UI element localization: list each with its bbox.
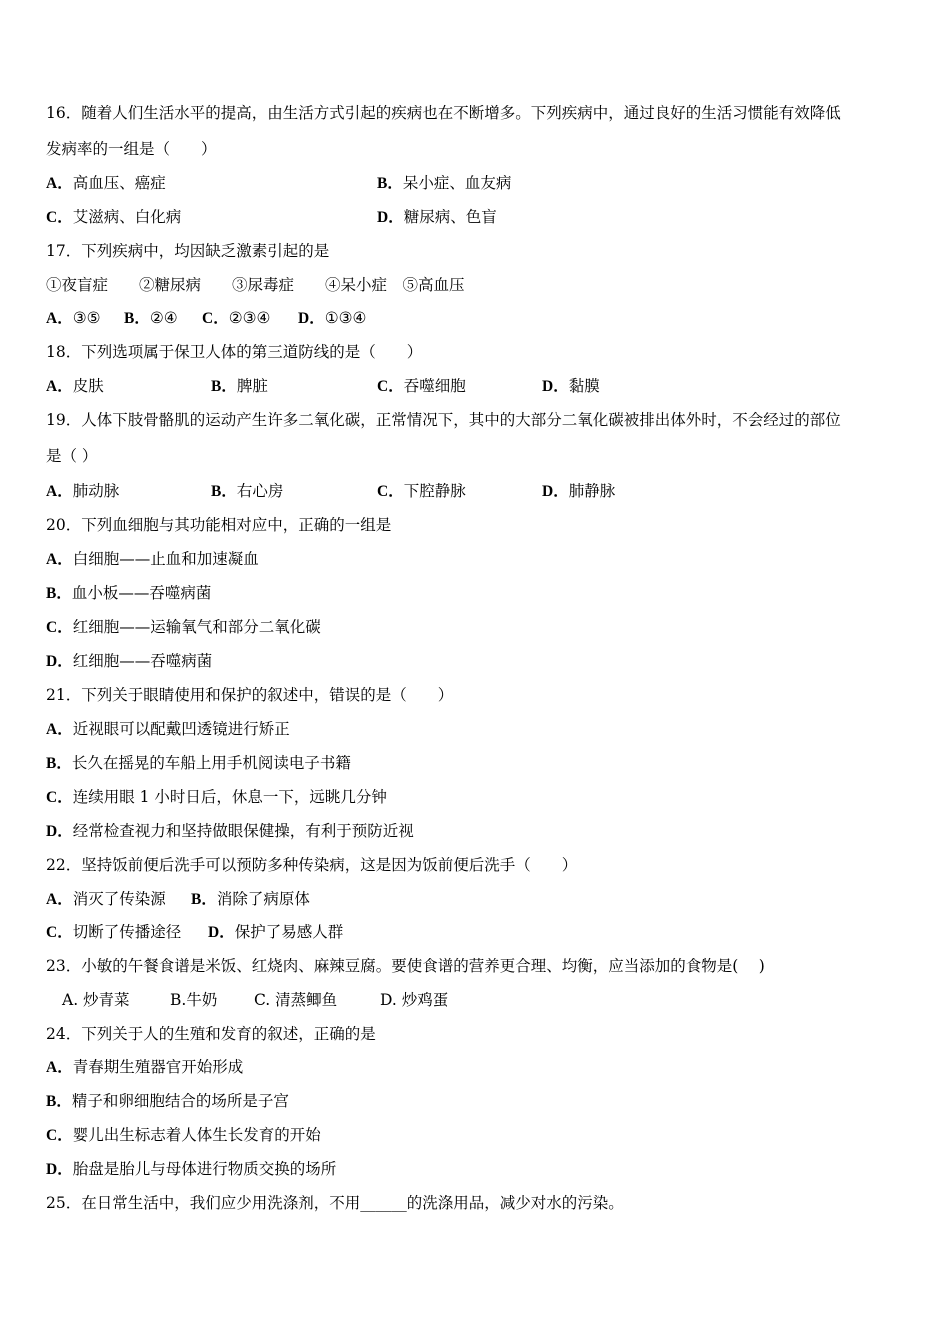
q17-option-b-label: B． <box>124 310 150 327</box>
q24-option-d-text: 胎盘是胎儿与母体进行物质交换的场所 <box>72 1160 337 1178</box>
q23-option-d: D. 炒鸡蛋 <box>380 991 449 1009</box>
q18-option-d-label: D． <box>542 378 569 395</box>
q17-option-a <box>46 308 101 329</box>
q17-option-b <box>124 308 178 329</box>
q24-option-a-label: A． <box>46 1059 73 1076</box>
q21-option-c-text: 连续用眼 1 小时日后，休息一下，远眺几分钟 <box>72 788 387 806</box>
q21-stem: 21．下列关于眼睛使用和保护的叙述中，错误的是（ ） <box>46 686 454 704</box>
q22-option-c-label: C． <box>46 924 73 941</box>
q24-option-d-label: D． <box>46 1161 73 1178</box>
q21-option-c <box>46 787 387 808</box>
q21-option-b-label: B． <box>46 755 72 772</box>
q24-option-b-text: 精子和卵细胞结合的场所是子宫 <box>71 1092 289 1110</box>
q16-option-d-label: D． <box>377 209 404 226</box>
q20-option-b-text: 血小板——吞噬病菌 <box>71 584 212 602</box>
q16-option-b-label: B． <box>377 175 403 192</box>
q24-option-a-text: 青春期生殖器官开始形成 <box>72 1058 244 1076</box>
q21-option-a-text: 近视眼可以配戴凹透镜进行矫正 <box>72 720 290 738</box>
q17-items: ①夜盲症 ②糖尿病 ③尿毒症 ④呆小症 ⑤高血压 <box>46 276 465 294</box>
q16-option-a-label: A． <box>46 175 73 192</box>
q21-option-a <box>46 719 290 740</box>
q20-option-d-label: D． <box>46 653 73 670</box>
q19-option-c-label: C． <box>377 483 404 500</box>
q22-option-a <box>46 889 166 910</box>
q20-option-a-text: 白细胞——止血和加速凝血 <box>72 550 259 568</box>
q17-option-c <box>202 308 270 329</box>
q24-option-b-label: B． <box>46 1093 72 1110</box>
q24-option-c-label: C． <box>46 1127 73 1144</box>
q23-option-c: C. 清蒸鲫鱼 <box>254 991 338 1009</box>
q24-option-a <box>46 1057 243 1078</box>
q19-option-a-label: A． <box>46 483 73 500</box>
q22-option-b-label: B． <box>191 891 217 908</box>
q20-option-d-text: 红细胞——吞噬病菌 <box>72 652 213 670</box>
q23-stem: 23．小敏的午餐食谱是米饭、红烧肉、麻辣豆腐。要使食谱的营养更合理、均衡，应当添加的食物是( ) <box>46 957 765 975</box>
q24-option-d <box>46 1159 336 1180</box>
q21-option-b <box>46 753 351 774</box>
q19-stem-line1: 19．人体下肢骨骼肌的运动产生许多二氧化碳，正常情况下，其中的大部分二氧化碳被排出体外时，不会经过的部位 <box>46 411 841 429</box>
q22-option-a-label: A． <box>46 891 73 908</box>
q18-option-a <box>46 376 104 397</box>
q18-option-a-label: A． <box>46 378 73 395</box>
q21-option-d <box>46 821 414 842</box>
q23-option-b: B.牛奶 <box>170 991 218 1009</box>
q19-option-b <box>211 481 283 502</box>
q19-stem-line2: 是（ ） <box>46 447 98 465</box>
q17-option-c-text: ②③④ <box>228 309 271 327</box>
q18-option-c <box>377 376 466 397</box>
q20-option-b-label: B． <box>46 585 72 602</box>
q18-option-b-label: B． <box>211 378 237 395</box>
q24-option-c <box>46 1125 321 1146</box>
q16-stem-line2: 发病率的一组是（ ） <box>46 140 217 158</box>
q16-stem-line1: 16．随着人们生活水平的提高，由生活方式引起的疾病也在不断增多。下列疾病中，通过良好的生活习惯能有效降低 <box>46 104 841 122</box>
q25-stem: 25．在日常生活中，我们应少用洗涤剂，不用______的洗涤用品，减少对水的污染。 <box>46 1194 624 1212</box>
q17-option-d-label: D． <box>298 310 325 327</box>
q19-option-b-text: 右心房 <box>236 482 284 500</box>
q19-option-d-text: 肺静脉 <box>568 482 616 500</box>
q16-option-c <box>46 207 181 228</box>
q22-option-b-text: 消除了病原体 <box>216 890 310 908</box>
q17-option-d-text: ①③④ <box>324 309 367 327</box>
q20-option-c-label: C． <box>46 619 73 636</box>
q16-option-c-text: 艾滋病、白化病 <box>72 208 182 226</box>
q24-option-c-text: 婴儿出生标志着人体生长发育的开始 <box>72 1126 321 1144</box>
q16-option-b-text: 呆小症、血友病 <box>402 174 512 192</box>
q20-option-c-text: 红细胞——运输氧气和部分二氧化碳 <box>72 618 321 636</box>
q18-option-c-text: 吞噬细胞 <box>403 377 466 395</box>
q18-option-a-text: 皮肤 <box>72 377 104 395</box>
q17-option-a-label: A． <box>46 310 73 327</box>
q22-option-d-text: 保护了易感人群 <box>234 923 344 941</box>
q18-option-b <box>211 376 268 397</box>
q17-stem: 17．下列疾病中，均因缺乏激素引起的是 <box>46 242 330 260</box>
q21-option-d-text: 经常检查视力和坚持做眼保健操，有利于预防近视 <box>72 822 414 840</box>
q21-option-a-label: A． <box>46 721 73 738</box>
q20-option-d <box>46 651 212 672</box>
q18-option-b-text: 脾脏 <box>236 377 268 395</box>
q22-stem: 22．坚持饭前便后洗手可以预防多种传染病，这是因为饭前便后洗手（ ） <box>46 856 578 874</box>
q16-option-d <box>377 207 497 228</box>
q17-option-a-text: ③⑤ <box>72 309 101 327</box>
q20-stem: 20．下列血细胞与其功能相对应中，正确的一组是 <box>46 516 392 534</box>
q21-option-c-label: C． <box>46 789 73 806</box>
q16-option-c-label: C． <box>46 209 73 226</box>
q22-option-c <box>46 922 181 943</box>
q17-option-b-text: ②④ <box>149 309 178 327</box>
q24-stem: 24．下列关于人的生殖和发育的叙述，正确的是 <box>46 1025 376 1043</box>
q22-option-a-text: 消灭了传染源 <box>72 890 166 908</box>
q16-option-a-text: 高血压、癌症 <box>72 174 166 192</box>
q18-option-c-label: C． <box>377 378 404 395</box>
q19-option-c-text: 下腔静脉 <box>403 482 466 500</box>
q18-option-d-text: 黏膜 <box>568 377 600 395</box>
q16-option-a <box>46 173 166 194</box>
q20-option-b <box>46 583 211 604</box>
q19-option-a-text: 肺动脉 <box>72 482 120 500</box>
q19-option-d <box>542 481 615 502</box>
q16-option-d-text: 糖尿病、色盲 <box>403 208 497 226</box>
q16-option-b <box>377 173 511 194</box>
q17-option-c-label: C． <box>202 310 229 327</box>
q20-option-c <box>46 617 321 638</box>
q22-option-d-label: D． <box>208 924 235 941</box>
q21-option-d-label: D． <box>46 823 73 840</box>
q22-option-c-text: 切断了传播途径 <box>72 923 182 941</box>
q20-option-a-label: A． <box>46 551 73 568</box>
q19-option-b-label: B． <box>211 483 237 500</box>
q20-option-a <box>46 549 259 570</box>
q19-option-a <box>46 481 119 502</box>
q22-option-d <box>208 922 343 943</box>
q24-option-b <box>46 1091 289 1112</box>
q19-option-d-label: D． <box>542 483 569 500</box>
q19-option-c <box>377 481 466 502</box>
q23-option-a: A. 炒青菜 <box>62 991 130 1009</box>
q18-stem: 18．下列选项属于保卫人体的第三道防线的是（ ） <box>46 343 423 361</box>
q18-option-d <box>542 376 600 397</box>
q17-option-d <box>298 308 366 329</box>
q22-option-b <box>191 889 310 910</box>
q21-option-b-text: 长久在摇晃的车船上用手机阅读电子书籍 <box>71 754 351 772</box>
